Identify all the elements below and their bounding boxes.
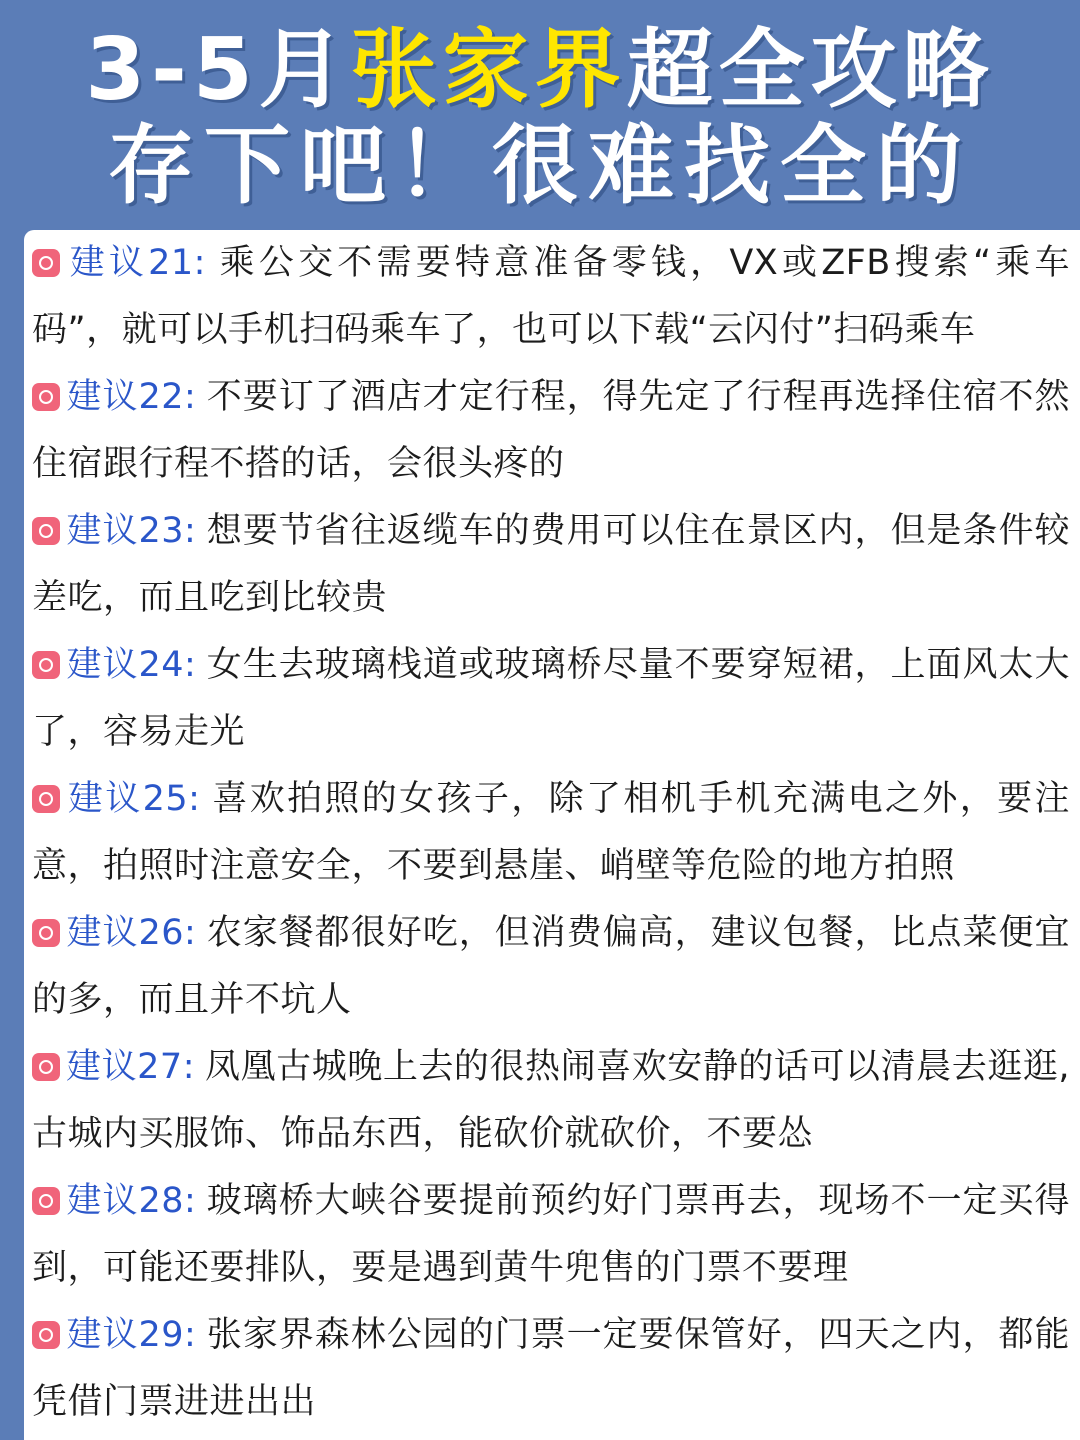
record-icon xyxy=(32,1187,60,1215)
tip-item: 建议28: 玻璃桥大峡谷要提前预约好门票再去，现场不一定买得到，可能还要排队，要是遇到黄牛兜售的门票不要理 xyxy=(32,1181,1070,1288)
tip-label: 建议29 xyxy=(66,1315,184,1355)
tip-item: 建议29: 张家界森林公园的门票一定要保管好，四天之内，都能凭借门票进进出出 xyxy=(32,1315,1070,1422)
tip-label: 建议25 xyxy=(66,779,189,819)
tip-label: 建议26 xyxy=(66,913,184,953)
tip-item: 建议24: 女生去玻璃栈道或玻璃桥尽量不要穿短裙，上面风太大了，容易走光 xyxy=(32,645,1070,752)
tip-item: 建议26: 农家餐都很好吃，但消费偏高，建议包餐，比点菜便宜的多，而且并不坑人 xyxy=(32,913,1070,1020)
title-suffix: 超全攻略 xyxy=(626,20,995,120)
tip-label: 建议28 xyxy=(66,1181,184,1221)
tip-label: 建议23 xyxy=(66,511,184,551)
header xyxy=(0,0,1080,228)
tip-item: 建议25: 喜欢拍照的女孩子，除了相机手机充满电之外，要注意，拍照时注意安全，不要到悬崖、峭壁等危险的地方拍照 xyxy=(32,779,1070,886)
tip-text: 想要节省往返缆车的费用可以住在景区内，但是条件较差吃，而且吃到比较贵 xyxy=(32,511,1070,618)
record-icon xyxy=(32,1321,60,1349)
tip-label: 建议22 xyxy=(66,377,184,417)
title-highlight: 张家界 xyxy=(350,20,627,120)
tip-text: 农家餐都很好吃，但消费偏高，建议包餐，比点菜便宜的多，而且并不坑人 xyxy=(32,913,1070,1020)
tip-label: 建议27 xyxy=(66,1047,183,1087)
record-icon xyxy=(32,785,60,813)
record-icon xyxy=(32,1053,60,1081)
tip-item: 建议21: 乘公交不需要特意准备零钱，VX或ZFB搜索“乘车码”，就可以手机扫码乘车了，也可以下载“云闪付”扫码乘车 xyxy=(32,243,1070,350)
record-icon xyxy=(32,919,60,947)
title-prefix: 3-5月 xyxy=(85,20,351,120)
tip-text: 玻璃桥大峡谷要提前预约好门票再去，现场不一定买得到，可能还要排队，要是遇到黄牛兜售的门票不要理 xyxy=(32,1181,1070,1288)
title-line-1 xyxy=(0,0,1080,118)
record-icon xyxy=(32,517,60,545)
title-line-2: 存下吧！很难找全的 xyxy=(108,116,972,216)
tip-text: 喜欢拍照的女孩子，除了相机手机充满电之外，要注意，拍照时注意安全，不要到悬崖、峭壁等危险的地方拍照 xyxy=(32,779,1070,886)
tip-text: 不要订了酒店才定行程，得先定了行程再选择住宿不然住宿跟行程不搭的话，会很头疼的 xyxy=(32,377,1070,484)
record-icon xyxy=(32,383,60,411)
tip-label: 建议21 xyxy=(66,243,194,283)
tip-text: 张家界森林公园的门票一定要保管好，四天之内，都能凭借门票进进出出 xyxy=(32,1315,1070,1422)
tip-text: 女生去玻璃栈道或玻璃桥尽量不要穿短裙，上面风太大了，容易走光 xyxy=(32,645,1070,752)
tips-card xyxy=(24,230,1080,1440)
record-icon xyxy=(32,249,60,277)
tip-item: 建议23: 想要节省往返缆车的费用可以住在景区内，但是条件较差吃，而且吃到比较贵 xyxy=(32,511,1070,618)
tip-item: 建议27: 凤凰古城晚上去的很热闹喜欢安静的话可以清晨去逛逛,古城内买服饰、饰品东西，能砍价就砍价，不要怂 xyxy=(32,1047,1070,1154)
tip-label: 建议24 xyxy=(66,645,184,685)
tip-text: 凤凰古城晚上去的很热闹喜欢安静的话可以清晨去逛逛,古城内买服饰、饰品东西，能砍价就砍价，不要怂 xyxy=(32,1047,1070,1154)
tip-item: 建议22: 不要订了酒店才定行程，得先定了行程再选择住宿不然住宿跟行程不搭的话，会很头疼的 xyxy=(32,377,1070,484)
record-icon xyxy=(32,651,60,679)
tip-text: 乘公交不需要特意准备零钱，VX或ZFB搜索“乘车码”，就可以手机扫码乘车了，也可以下载“云闪付”扫码乘车 xyxy=(32,243,1070,350)
